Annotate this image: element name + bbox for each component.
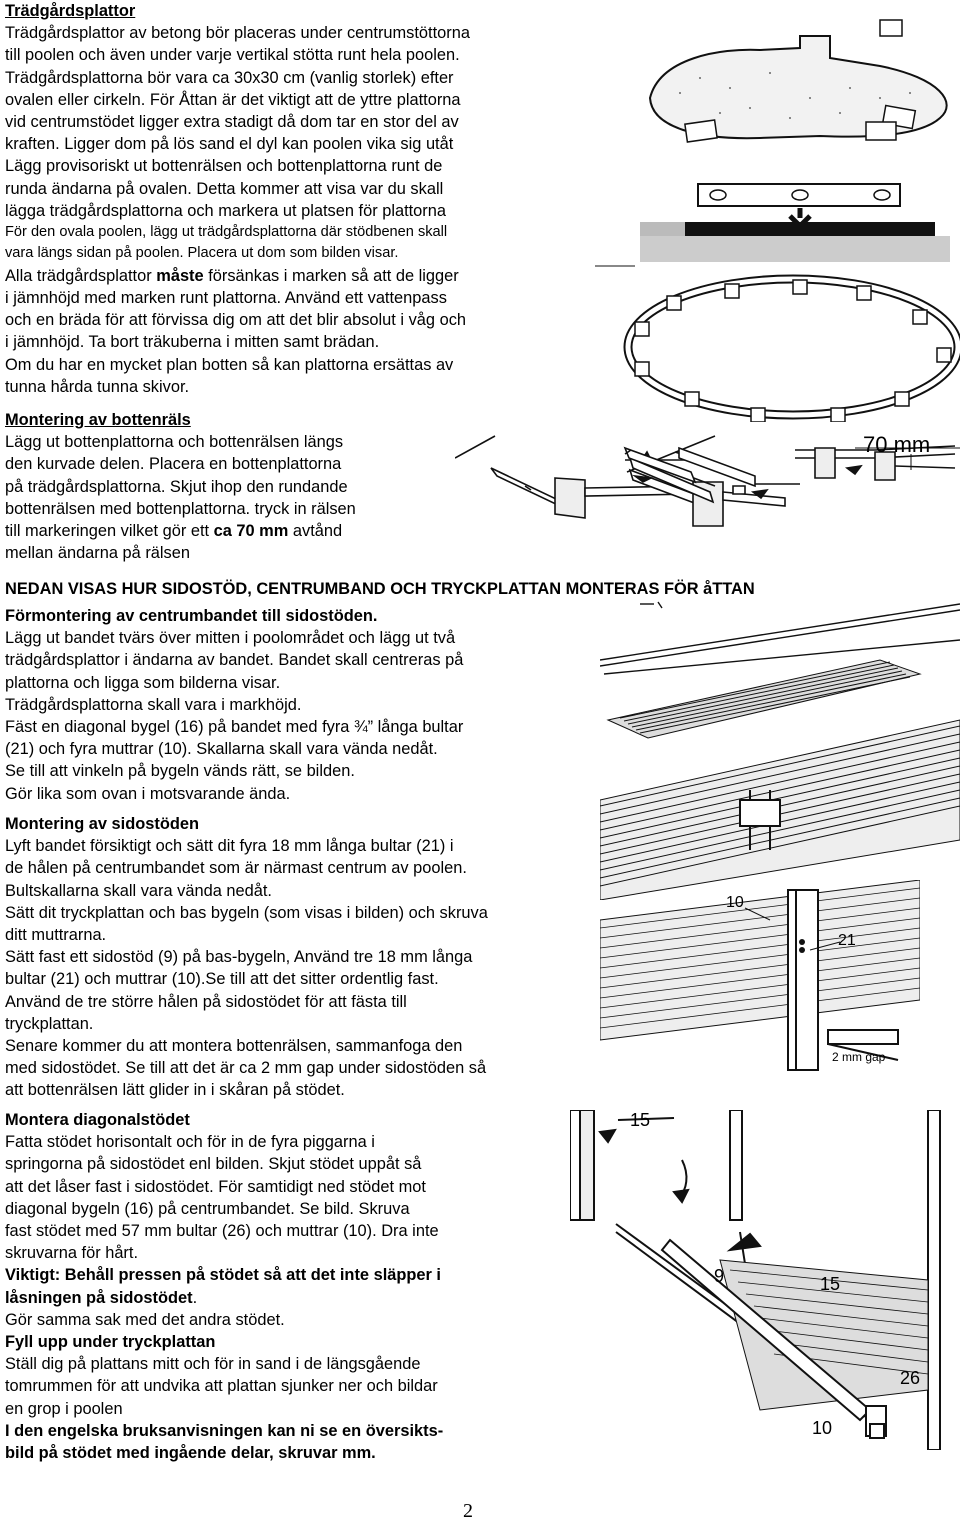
text-line: Sätt dit tryckplattan och bas bygeln (som visas i bilden) och skruva <box>5 903 488 922</box>
text-line-small: vara längs sidan på poolen. Placera ut dom som bilden visar. <box>5 245 399 262</box>
text-fragment: . <box>192 1288 198 1307</box>
caps-heading: NEDAN VISAS HUR SIDOSTÖD, CENTRUMBAND OCH TRYCKPLATTAN MONTERAS FÖR åTTAN <box>5 580 755 598</box>
text-line: kraften. Ligger dom på lös sand el dyl kan poolen vika sig utåt <box>5 135 454 154</box>
text-line: och en bräda för att förvissa dig om att det blir absolut i våg och <box>5 311 467 330</box>
figure-label-15-lower: 15 <box>820 1274 841 1294</box>
section-title: Trädgårdsplattor <box>5 2 136 20</box>
text-line: ovalen eller cirkeln. För Åttan är det viktigt att de yttre plattorna <box>5 90 461 109</box>
text-line: bottenrälsen med bottenplattorna. tryck in rälsen <box>5 499 356 518</box>
figure-label-26: 26 <box>900 1368 921 1388</box>
figure-label-10: 10 <box>726 894 744 911</box>
figure-label-21: 21 <box>838 932 856 949</box>
warning-line: Viktigt: Behåll pressen på stödet så att det inte släpper i <box>5 1266 441 1285</box>
text-line: bultar (21) och muttrar (10).Se till att det sitter ordentlig fast. <box>5 970 439 989</box>
figure-label-10-lower: 10 <box>812 1418 833 1438</box>
section-sidostoden <box>5 813 488 1102</box>
emphasis-must: måste <box>156 266 204 285</box>
section-formontering <box>5 605 463 805</box>
text-line: Gör lika som ovan i motsvarande ända. <box>5 784 291 803</box>
text-line: ditt muttrarna. <box>5 926 107 945</box>
page-number: 2 <box>463 1500 473 1522</box>
figure-label-2mm-gap: 2 mm gap <box>832 1050 886 1064</box>
text-line: de hålen på centrumbandet som är närmast centrum av poolen. <box>5 859 467 878</box>
text-line: skruvarna för hårt. <box>5 1244 138 1263</box>
text-line: vid centrumstödet ligger extra stadigt då dom tar en stor del av <box>5 113 459 132</box>
text-line: lägga trädgårdsplattorna och markera ut platsen för plattorna <box>5 201 446 220</box>
text-line: att det låser fast i sidostödet. För samtidigt ned stödet mot <box>5 1177 426 1196</box>
text-line-70mm <box>5 520 356 542</box>
text-line: Lägg provisoriskt ut bottenrälsen och bottenplattorna runt de <box>5 157 443 176</box>
text-line: Sätt fast ett sidostöd (9) på bas-bygeln, Använd tre 18 mm långa <box>5 948 473 967</box>
text-line: fast stödet med 57 mm bultar (26) och muttrar (10). Dra inte <box>5 1222 439 1241</box>
text-line: tryckplattan. <box>5 1014 94 1033</box>
text-line-must <box>5 265 470 287</box>
section-title: Fyll upp under tryckplattan <box>5 1333 216 1352</box>
diagonal-support-figure <box>570 1110 960 1450</box>
warning-line-2 <box>5 1287 443 1309</box>
text-line: till poolen och även under varje vertikal stötta runt hela poolen. <box>5 46 460 65</box>
note-line: I den engelska bruksanvisningen kan ni se en översikts- <box>5 1421 444 1440</box>
text-line: Se till att vinkeln på bygeln vänds rätt, se bilden. <box>5 762 355 781</box>
text-line: i jämnhöjd. Ta bort träkuberna i mitten samt brädan. <box>5 333 380 352</box>
oval-rail-ring-figure <box>595 262 960 422</box>
text-line: Fäst en diagonal bygel (16) på bandet med fyra ¾” långa bultar <box>5 718 464 737</box>
text-line: med sidostödet. Se till att det är ca 2 mm gap under sidostöden så <box>5 1059 487 1078</box>
section-title: Montering av sidostöden <box>5 815 199 833</box>
text-line: den kurvade delen. Placera en bottenplattorna <box>5 455 342 474</box>
text-line: Om du har en mycket plan botten så kan plattorna ersättas av <box>5 355 454 374</box>
text-line: en grop i poolen <box>5 1399 123 1418</box>
text-line: Senare kommer du att montera bottenrälsen, sammanfoga den <box>5 1037 463 1056</box>
text-line: Lägg ut bottenplattorna och bottenrälsen längs <box>5 433 344 452</box>
text-line: tomrummen för att undvika att plattan sjunker ner och bildar <box>5 1377 438 1396</box>
text-fragment: till markeringen vilket gör ett <box>5 522 214 541</box>
text-line: Lyft bandet försiktigt och sätt dit fyra 18 mm långa bultar (21) i <box>5 837 454 856</box>
text-line: trädgårdsplattor i ändarna av bandet. Bandet skall centreras på <box>5 651 464 670</box>
text-line: Trädgårdsplattor av betong bör placeras under centrumstöttorna <box>5 24 470 43</box>
oval-pool-figure <box>640 18 960 168</box>
figure-label-9: 9 <box>714 1266 725 1286</box>
text-line: diagonal bygeln (16) på centrumbandet. Se bild. Skruva <box>5 1199 410 1218</box>
section-title: Montering av bottenräls <box>5 411 191 429</box>
text-line: på trädgårdsplattorna. Skjut ihop den rundande <box>5 477 348 496</box>
text-line: Trädgårdsplattorna bör vara ca 30x30 cm (vanlig storlek) efter <box>5 68 454 87</box>
text-line: Trädgårdsplattorna skall vara i markhöjd. <box>5 695 302 714</box>
text-line-small: För den ovala poolen, lägg ut trädgårdsplattorna där stödbenen skall <box>5 224 448 241</box>
text-line: tunna hårda tunna skivor. <box>5 377 190 396</box>
center-band-figure <box>600 600 960 900</box>
text-fragment: försänkas i marken så att de ligger <box>203 266 459 285</box>
text-fragment: avtånd <box>288 522 343 541</box>
text-line: springorna på sidostödet enl bilden. Skjut stödet uppåt så <box>5 1155 422 1174</box>
figure-label-70mm: 70 mm <box>863 432 931 457</box>
note-line: bild på stödet med ingående delar, skruvar mm. <box>5 1444 376 1463</box>
emphasis-70mm: ca 70 mm <box>213 522 289 541</box>
text-line: att bottenrälsen lätt glider in i skåran på stödet. <box>5 1081 345 1100</box>
section-tradgardsplattor <box>5 0 470 398</box>
text-line: (21) och fyra muttrar (10). Skallarna skall vara vända nedåt. <box>5 740 438 759</box>
section-diagonal <box>5 1109 443 1464</box>
section-title: Förmontering av centrumbandet till sidostöden. <box>5 607 378 625</box>
text-line: runda ändarna på ovalen. Detta kommer att visa var du skall <box>5 179 444 198</box>
text-line: Ställ dig på plattans mitt och för in sand i de längsgående <box>5 1355 421 1374</box>
text-line: Fatta stödet horisontalt och för in de fyra piggarna i <box>5 1133 375 1152</box>
figure-label-15: 15 <box>630 1110 651 1130</box>
section-bottenrals <box>5 409 356 564</box>
side-support-figure <box>600 880 920 1080</box>
section-title: Montera diagonalstödet <box>5 1111 190 1129</box>
text-line: Använd de tre större hålen på sidostödet för att fästa till <box>5 992 407 1011</box>
warning-text: låsningen på sidostödet <box>5 1288 193 1307</box>
rail-joining-figure <box>455 428 960 538</box>
text-line: Gör samma sak med det andra stödet. <box>5 1310 285 1329</box>
text-line: i jämnhöjd med marken runt plattorna. Använd ett vattenpass <box>5 289 447 308</box>
text-line: Lägg ut bandet tvärs över mitten i poolområdet och lägg ut två <box>5 629 456 648</box>
text-fragment: Alla trädgårdsplattor <box>5 266 157 285</box>
text-line: plattorna och ligga som bilderna visar. <box>5 673 281 692</box>
text-line: mellan ändarna på rälsen <box>5 544 190 563</box>
text-line: Bultskallarna skall vara vända nedåt. <box>5 881 272 900</box>
spirit-level-figure <box>640 178 960 268</box>
